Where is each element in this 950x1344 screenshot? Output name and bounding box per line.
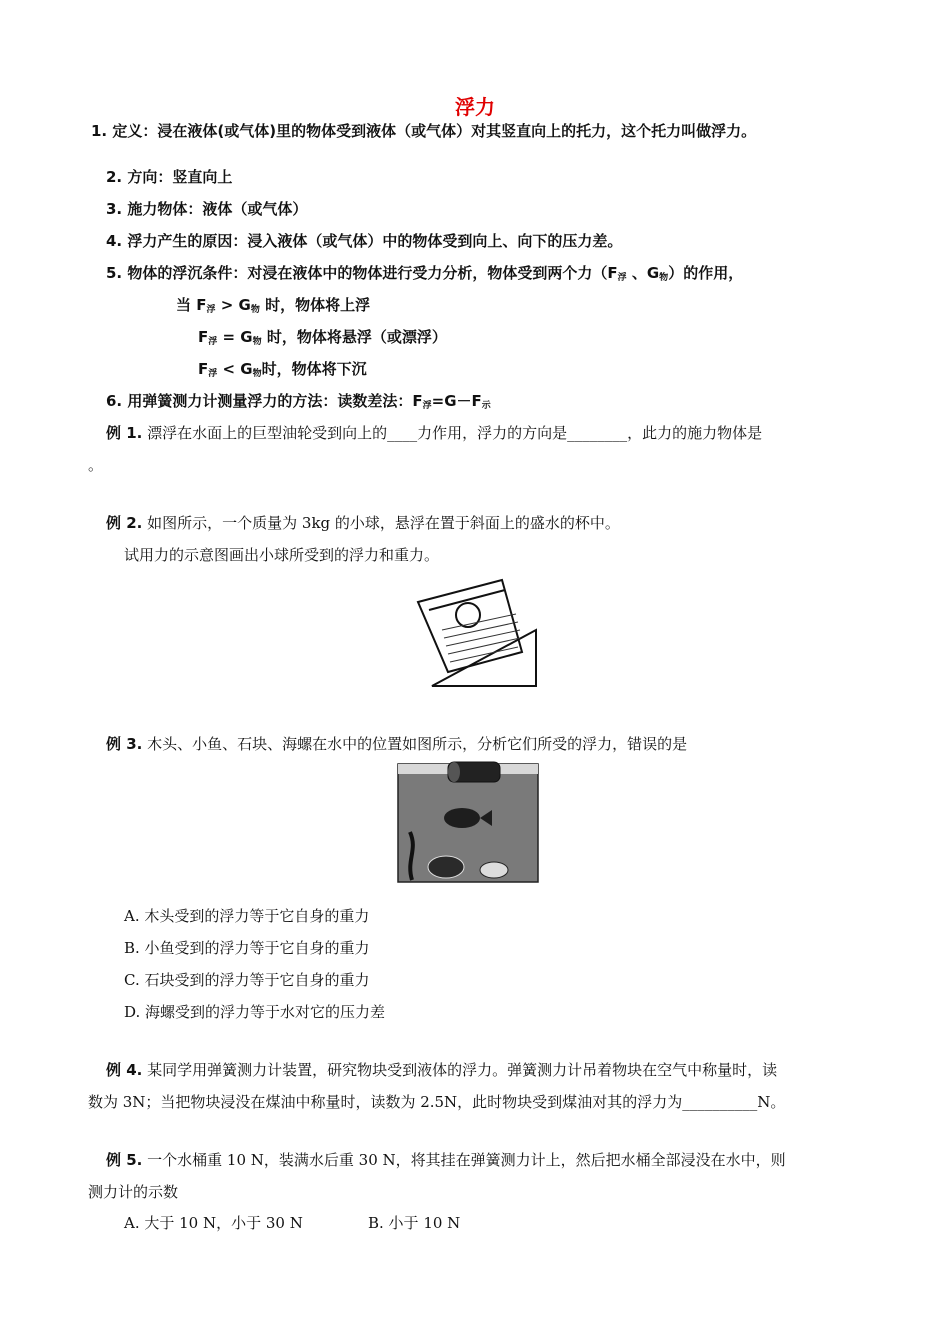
example-2-line2: 试用力的示意图画出小球所受到的浮力和重力。: [124, 546, 440, 564]
point-cause: 4. 浮力产生的原因：浸入液体（或气体）中的物体受到向上、向下的压力差。: [106, 232, 623, 250]
point-measure: [106, 390, 491, 417]
example-text: 某同学用弹簧测力计装置，研究物块受到液体的浮力。弹簧测力计吊着物块在空气中称量时，读: [147, 1061, 778, 1079]
subscript: 物: [659, 273, 669, 283]
subscript: 物: [250, 305, 260, 315]
example-text: 漂浮在水面上的巨型油轮受到向上的____力作用，浮力的方向是________，此力的施力物体是: [147, 424, 763, 442]
example-label: 例 1.: [106, 424, 143, 442]
example-text: 木头、小鱼、石块、海螺在水中的位置如图所示，分析它们所受的浮力，错误的是: [147, 735, 688, 753]
example-2: [106, 512, 620, 534]
example-5: [106, 1149, 786, 1171]
text: > G: [215, 296, 251, 314]
subscript: 浮: [206, 305, 216, 315]
example-label: 例 2.: [106, 514, 143, 532]
text: =G－F: [431, 392, 482, 410]
example-label: 例 5.: [106, 1151, 143, 1169]
example-1-end: 。: [88, 456, 104, 474]
fish: [444, 808, 480, 828]
option-d: D. 海螺受到的浮力等于水对它的压力差: [124, 1003, 386, 1021]
page-title: 浮力: [455, 95, 495, 119]
subscript: 浮: [422, 401, 432, 411]
ball: [456, 603, 480, 627]
incline-wedge: [432, 630, 536, 686]
option-b: B. 小于 10 N: [368, 1214, 461, 1232]
log-end: [448, 762, 460, 782]
subscript: 物: [252, 337, 262, 347]
subscript: 浮: [208, 369, 218, 379]
subscript: 物: [252, 369, 262, 379]
text: = G: [217, 328, 253, 346]
text: 时，物体将下沉: [261, 360, 367, 378]
text: 时，物体将悬浮（或漂浮）: [261, 328, 447, 346]
text: F: [198, 328, 209, 346]
water-objects-figure: [396, 760, 540, 884]
stone: [428, 856, 464, 878]
text: ）的作用，: [668, 264, 744, 282]
water-surface: [429, 590, 505, 610]
example-text: 如图所示，一个质量为 3kg 的小球，悬浮在置于斜面上的盛水的杯中。: [147, 514, 620, 532]
text: 当 F: [176, 296, 207, 314]
conch: [480, 862, 508, 878]
text: 时，物体将上浮: [259, 296, 371, 314]
example-3: [106, 733, 687, 755]
incline-cup-figure: [412, 570, 542, 690]
example-label: 例 4.: [106, 1061, 143, 1079]
option-a: A. 大于 10 N，小于 30 N: [124, 1214, 303, 1232]
example-label: 例 3.: [106, 735, 143, 753]
condition-rise: [176, 294, 370, 321]
seaweed: [410, 832, 413, 880]
condition-sink: [198, 358, 367, 385]
text: 6. 用弹簧测力计测量浮力的方法：读数差法：F: [106, 392, 423, 410]
text: < G: [217, 360, 253, 378]
subscript: 浮: [617, 273, 627, 283]
subscript: 示: [481, 401, 491, 411]
option-c: C. 石块受到的浮力等于它自身的重力: [124, 971, 370, 989]
text: 、G: [626, 264, 660, 282]
option-a: A. 木头受到的浮力等于它自身的重力: [124, 907, 370, 925]
example-4-line2: 数为 3N；当把物块浸没在煤油中称量时，读数为 2.5N，此时物块受到煤油对其的浮力为__________N。: [88, 1093, 786, 1111]
example-5-line2: 测力计的示数: [88, 1183, 179, 1201]
subscript: 浮: [208, 337, 218, 347]
example-text: 一个水桶重 10 N，装满水后重 30 N，将其挂在弹簧测力计上，然后把水桶全部浸没在水中，则: [147, 1151, 786, 1169]
text: F: [198, 360, 209, 378]
text: 5. 物体的浮沉条件：对浸在液体中的物体进行受力分析，物体受到两个力（F: [106, 264, 618, 282]
example-4: [106, 1059, 777, 1081]
option-b: B. 小鱼受到的浮力等于它自身的重力: [124, 939, 370, 957]
point-definition: 1. 定义：浸在液体(或气体)里的物体受到液体（或气体）对其竖直向上的托力，这个托力叫做浮力。: [91, 122, 757, 140]
point-source: 3. 施力物体：液体（或气体）: [106, 200, 308, 218]
point-direction: 2. 方向：竖直向上: [106, 168, 233, 186]
example-1: [106, 422, 762, 444]
point-conditions: [106, 262, 743, 289]
condition-suspend: [198, 326, 447, 353]
